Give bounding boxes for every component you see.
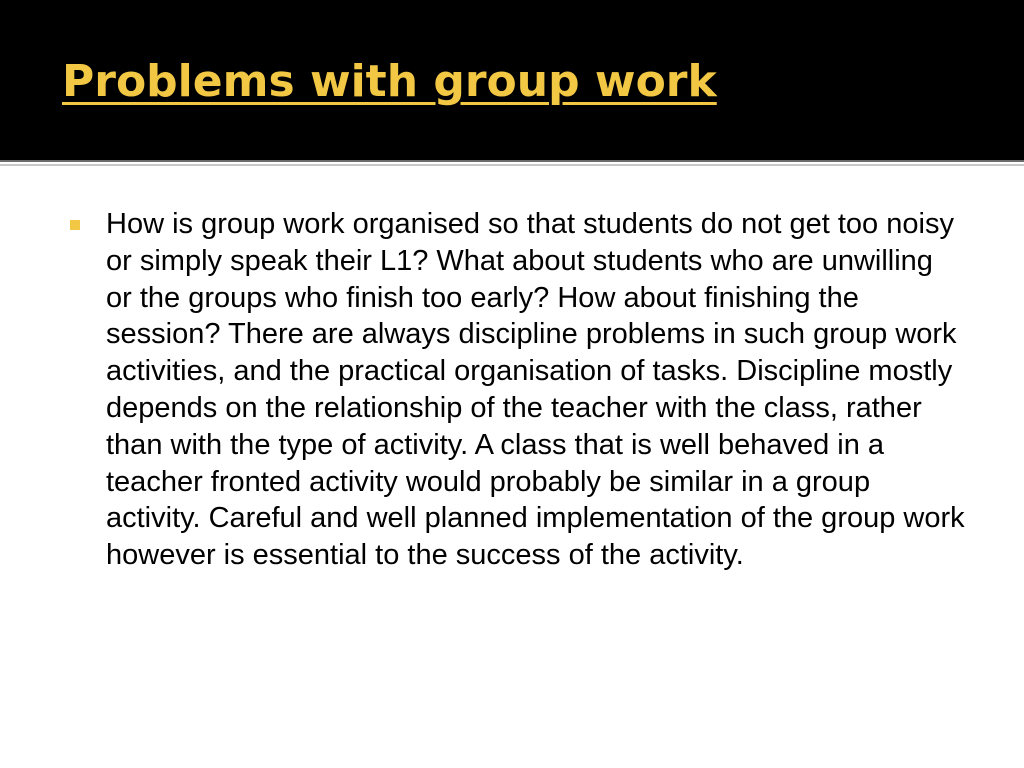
square-bullet-icon xyxy=(70,220,80,230)
divider-dark xyxy=(0,160,1024,162)
bullet-item xyxy=(70,206,970,574)
slide-title: Problems with group work xyxy=(62,56,717,107)
slide-content xyxy=(70,206,970,574)
bullet-text: How is group work organised so that students do not get too noisy or simply speak their L1? What about students who are unwilling or the groups who finish too early? How about finishing the session? There are always discipline problems in such group work activities, and the practical organisation of tasks. Discipline mostly depends on the relationship of the teacher with the class, rather than with the type of activity. A class that is well behaved in a teacher fronted activity would probably be similar in a group activity. Careful and well planned implementation of the group work however is essential to the success of the activity. xyxy=(106,208,965,572)
title-band xyxy=(0,0,1024,160)
divider-light xyxy=(0,164,1024,166)
